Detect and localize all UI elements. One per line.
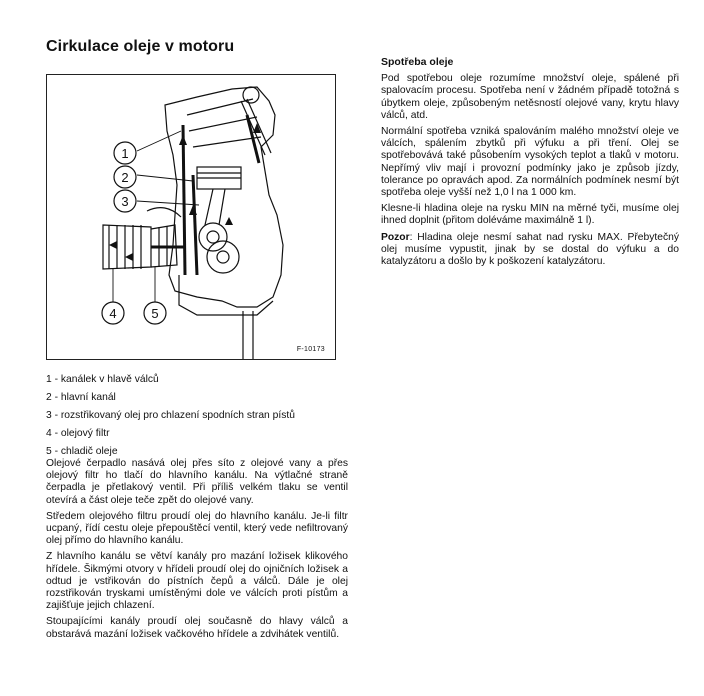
- callout-label-2: 2: [121, 170, 129, 185]
- engine-oil-circulation-figure: [46, 74, 336, 360]
- legend-item: 4 - olejový filtr: [46, 427, 110, 439]
- body-paragraph: Normální spotřeba vzniká spalováním malého množství oleje ve válcích, spálením zbytků při výfuku a při tření. Olej se spotřebovává také působením vysokých teplot a tlaků v motoru. Nepřímý vliv mají i provozní podmínky jako je způsob jízdy, tolerance po opravách apod. Za normálních podmínek nesmí být spotřeba oleje vyšší než 1,0 l na 1 000 km.: [381, 126, 679, 199]
- warning-label: Pozor: [381, 231, 410, 243]
- body-paragraph: Olejové čerpadlo nasává olej přes síto z olejové vany a přes olejový filtr ho tlačí do hlavního kanálu. Na výtlačné straně čerpadla je přetlakový ventil. Při příliš velkém tlaku se ventil otevírá a část oleje teče zpět do olejové vany.: [46, 458, 348, 506]
- warning-paragraph: [381, 232, 679, 269]
- callout-label-5: 5: [151, 306, 159, 321]
- legend-item: 1 - kanálek v hlavě válců: [46, 374, 159, 385]
- right-column: [381, 56, 679, 272]
- legend-item: 5 - chladič oleje: [46, 445, 118, 457]
- body-paragraph: Z hlavního kanálu se větví kanály pro mazání ložisek klikového hřídele. Šikmými otvory v hřídeli proudí olej do ojničních ložisek a odtud je vstřikován do pístních čepů a válců. Dále je olej rozstřikován tryskami umístěnými dole ve válcích proti pístům a zajišťuje jejich chlazení.: [46, 551, 348, 612]
- left-body-text: [46, 458, 348, 645]
- warning-text: : Hladina oleje nesmí sahat nad rysku MAX. Přebytečný olej musíme vypustit, jinak by se dostal do výfuku a do katalyzátoru a došlo by k poškození katalyzátoru.: [381, 231, 679, 268]
- body-paragraph: Středem olejového filtru proudí olej do hlavního kanálu. Je-li filtr ucpaný, řídí cestu oleje přepouštěcí ventil, který vede nefiltrovaný olej přímo do hlavního kanálu.: [46, 510, 348, 547]
- legend-item: 3 - rozstřikovaný olej pro chlazení spodních stran pístů: [46, 409, 295, 421]
- figure-code: F-10173: [296, 346, 325, 353]
- section-heading: Spotřeba oleje: [381, 56, 454, 68]
- body-paragraph: Stoupajícími kanály proudí olej současně do hlavy válců a obstarává mazání ložisek vačkového hřídele a zdvihátek ventilů.: [46, 616, 348, 640]
- figure-legend: [46, 374, 346, 464]
- callout-label-4: 4: [109, 306, 117, 321]
- engine-illustration: [47, 75, 335, 359]
- callout-label-1: 1: [121, 146, 129, 161]
- callout-label-3: 3: [121, 194, 129, 209]
- body-paragraph: Klesne-li hladina oleje na rysku MIN na měrné tyči, musíme olej ihned doplnit (přitom doléváme maximálně 1 l).: [381, 203, 679, 227]
- legend-item: 2 - hlavní kanál: [46, 391, 116, 403]
- body-paragraph: Pod spotřebou oleje rozumíme množství oleje, spálené při spalovacím procesu. Spotřeba není v žádném případě totožná s úbytkem oleje, způsobeným netěsností olejové vany, krytu hlavy válců, atd.: [381, 73, 679, 121]
- page-title: Cirkulace oleje v motoru: [46, 38, 235, 55]
